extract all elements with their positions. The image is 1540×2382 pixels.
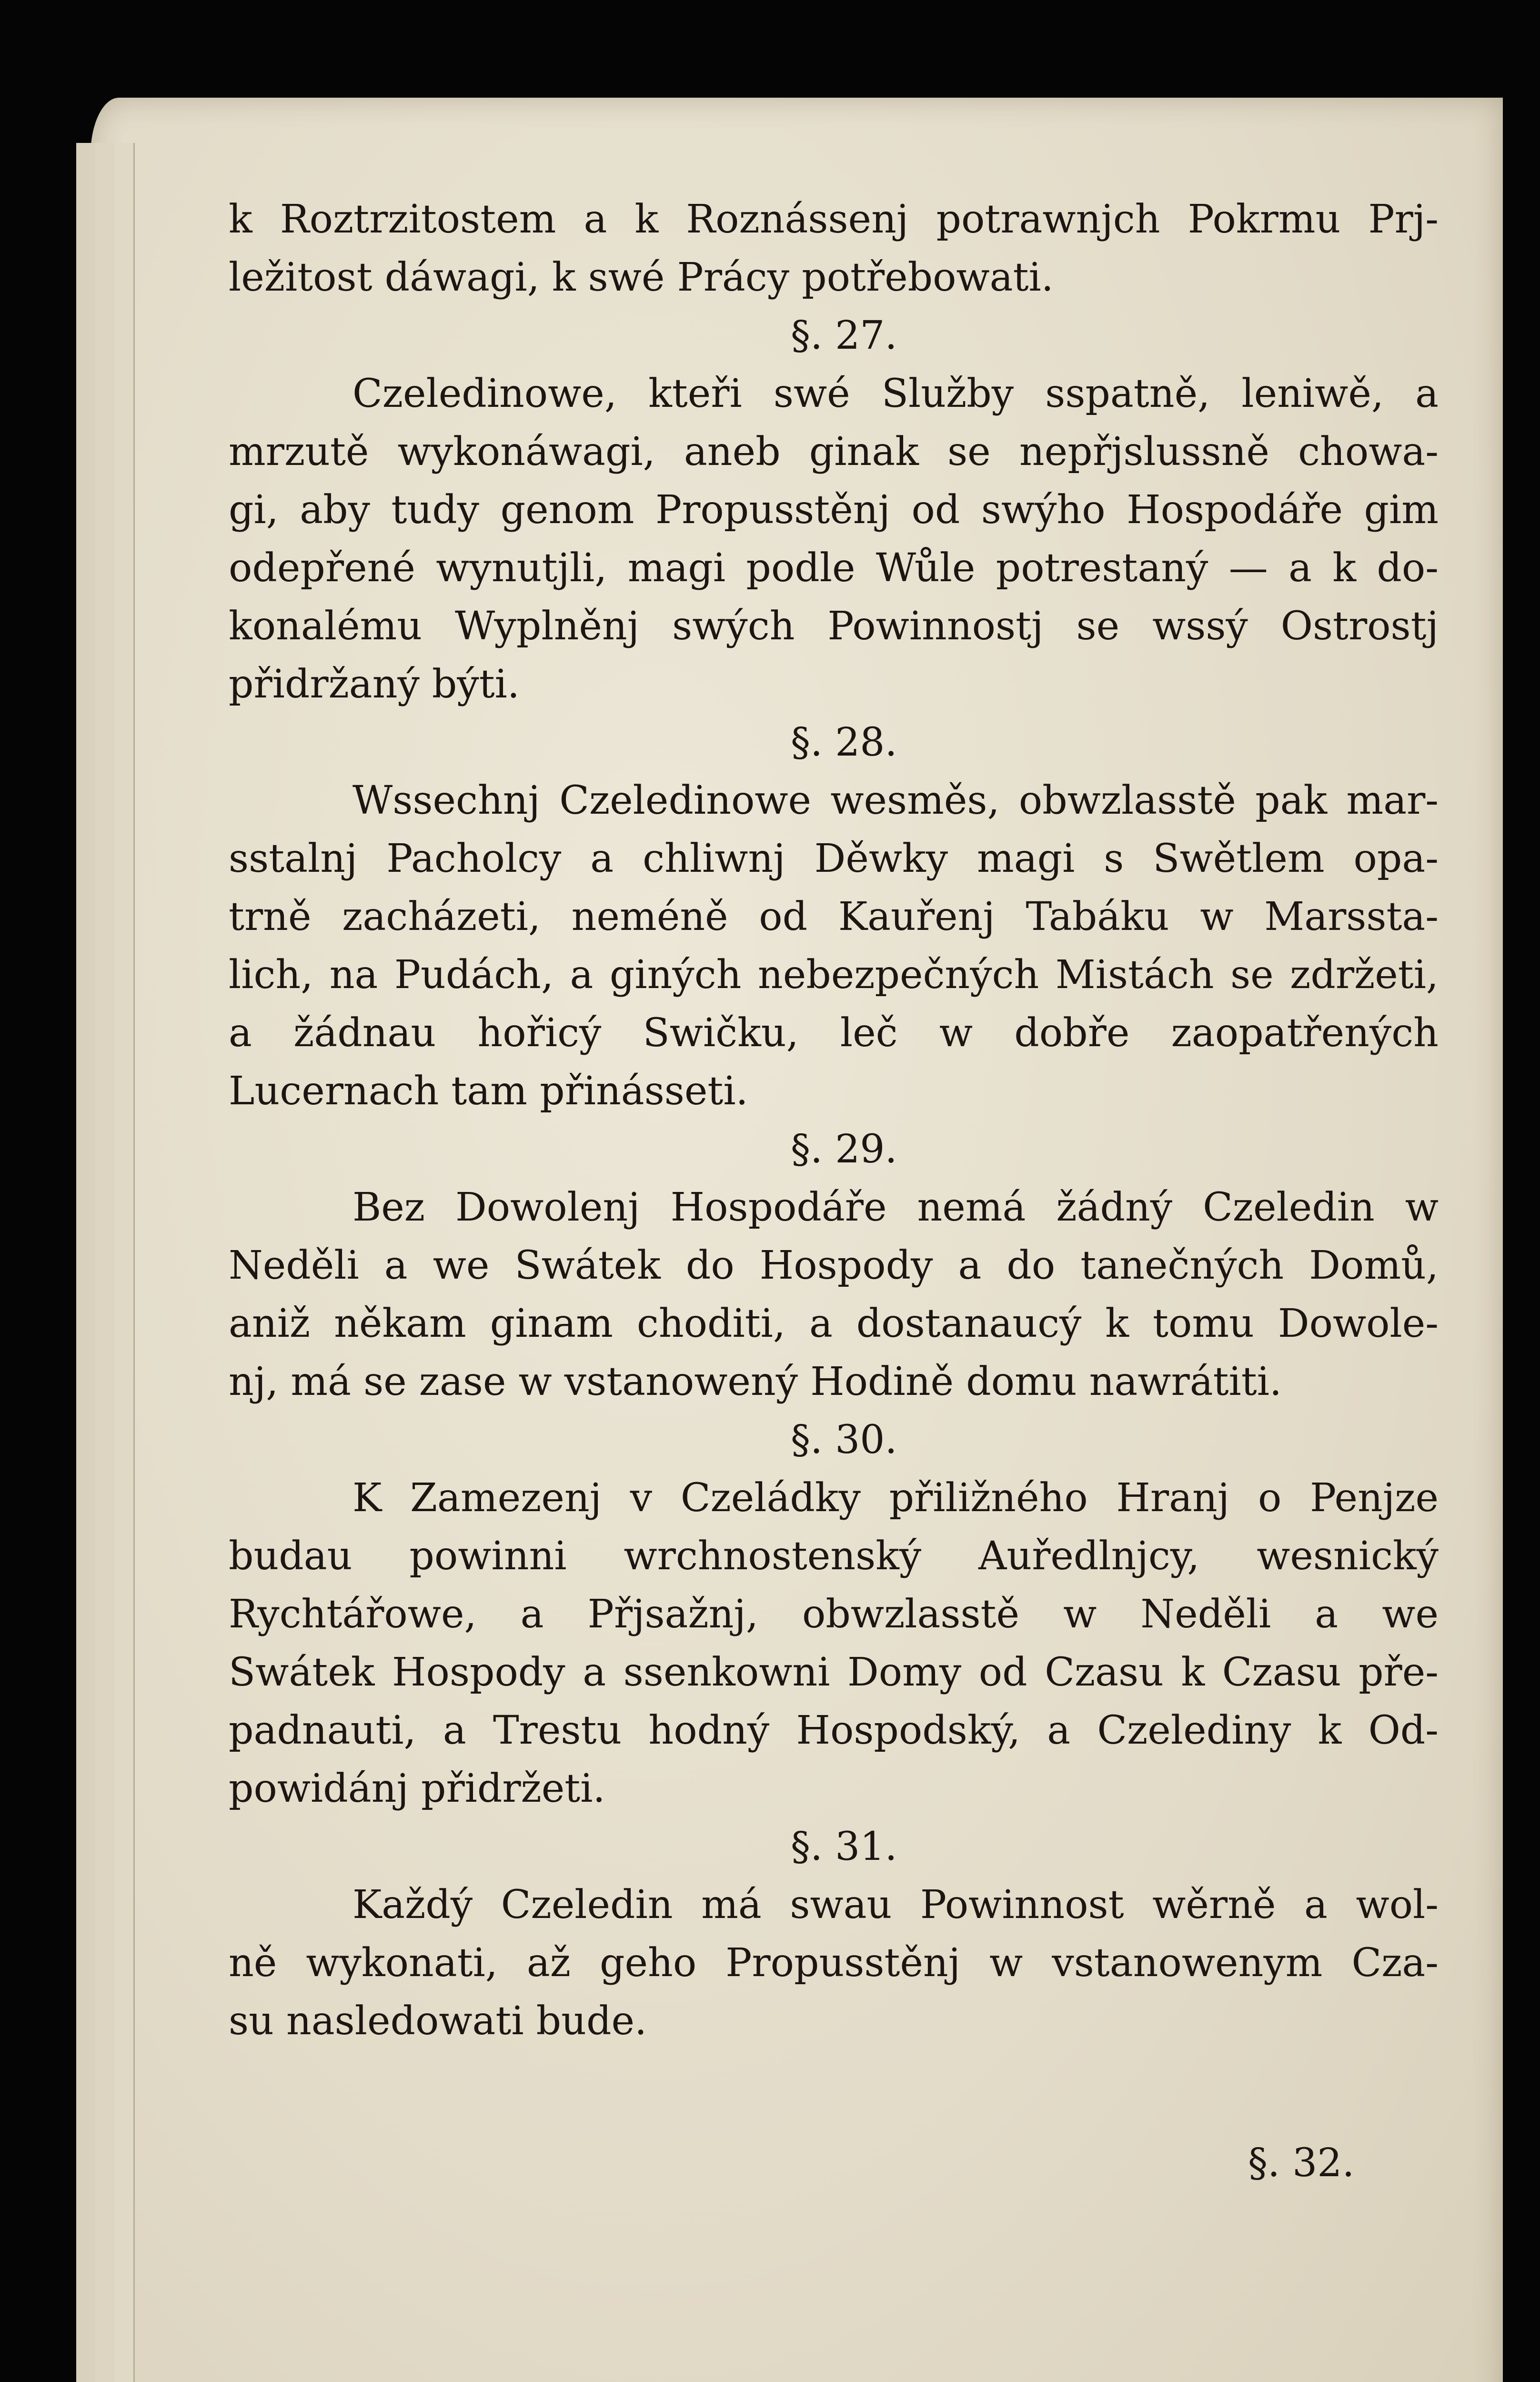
text-line: Rychtářowe, a Přjsažnj, obwzlasstě w Neděli a we xyxy=(229,1592,1439,1637)
text-line: nj, má se zase w vstanowený Hodině domu nawrátiti. xyxy=(229,1359,1282,1404)
text-line: ležitost dáwagi, k swé Prácy potřebowati. xyxy=(229,255,1054,300)
text-line: K Zamezenj v Czeládky přiližného Hranj o Penjze xyxy=(352,1475,1439,1521)
text-line: přidržaný býti. xyxy=(229,662,520,707)
text-line: Každý Czeledin má swau Powinnost wěrně a wol- xyxy=(352,1882,1439,1928)
text-line: lich, na Pudách, a giných nebezpečných Mistách se zdržeti, xyxy=(229,952,1439,998)
text-line: Bez Dowolenj Hospodáře nemá žádný Czeledin w xyxy=(352,1185,1439,1230)
section-heading: §. 27. xyxy=(791,313,897,358)
text-line: a žádnau hořicý Swičku, leč w dobře zaopatřených xyxy=(229,1010,1439,1056)
text-line: Swátek Hospody a ssenkowni Domy od Czasu k Czasu pře- xyxy=(229,1650,1439,1695)
text-line: aniž někam ginam choditi, a dostanaucý k tomu Dowole- xyxy=(229,1301,1439,1346)
page-edge xyxy=(95,143,116,2382)
text-line: padnauti, a Trestu hodný Hospodský, a Czelediny k Od- xyxy=(229,1708,1439,1753)
section-heading: §. 29. xyxy=(791,1127,897,1172)
text-line: Lucernach tam přinásseti. xyxy=(229,1069,748,1114)
text-line: konalému Wyplněnj swých Powinnostj se wssý Ostrostj xyxy=(229,604,1439,649)
text-line: sstalnj Pacholcy a chliwnj Děwky magi s Swětlem opa- xyxy=(229,836,1439,881)
page-edge xyxy=(76,143,97,2382)
section-heading: §. 31. xyxy=(791,1824,897,1869)
text-line: ně wykonati, až geho Propusstěnj w vstanowenym Cza- xyxy=(229,1940,1439,1986)
text-line: budau powinni wrchnostenský Auředlnjcy, wesnický xyxy=(229,1534,1439,1579)
page-edge xyxy=(114,143,135,2382)
text-line: odepřené wynutjli, magi podle Wůle potrestaný — a k do- xyxy=(229,545,1439,591)
text-line: Czeledinowe, kteři swé Služby sspatně, leniwě, a xyxy=(352,371,1439,416)
text-line: gi, aby tudy genom Propusstěnj od swýho Hospodáře gim xyxy=(229,487,1439,533)
text-line: Wssechnj Czeledinowe wesměs, obwzlasstě pak mar- xyxy=(352,778,1439,823)
text-line: su nasledowati bude. xyxy=(229,1998,647,2044)
section-heading: §. 30. xyxy=(791,1417,897,1463)
text-line: mrzutě wykonáwagi, aneb ginak se nepřjslussně chowa- xyxy=(229,429,1439,474)
text-line: Neděli a we Swátek do Hospody a do tanečných Domů, xyxy=(229,1243,1439,1288)
catchword: §. 32. xyxy=(1248,2140,1355,2186)
text-line: powidánj přidržeti. xyxy=(229,1766,605,1811)
text-line: k Roztrzitostem a k Roznássenj potrawnjch Pokrmu Prj- xyxy=(229,197,1439,242)
text-line: trně zacházeti, neméně od Kauřenj Tabáku w Marssta- xyxy=(229,894,1439,939)
page-text xyxy=(229,191,1439,2050)
section-heading: §. 28. xyxy=(791,720,897,765)
